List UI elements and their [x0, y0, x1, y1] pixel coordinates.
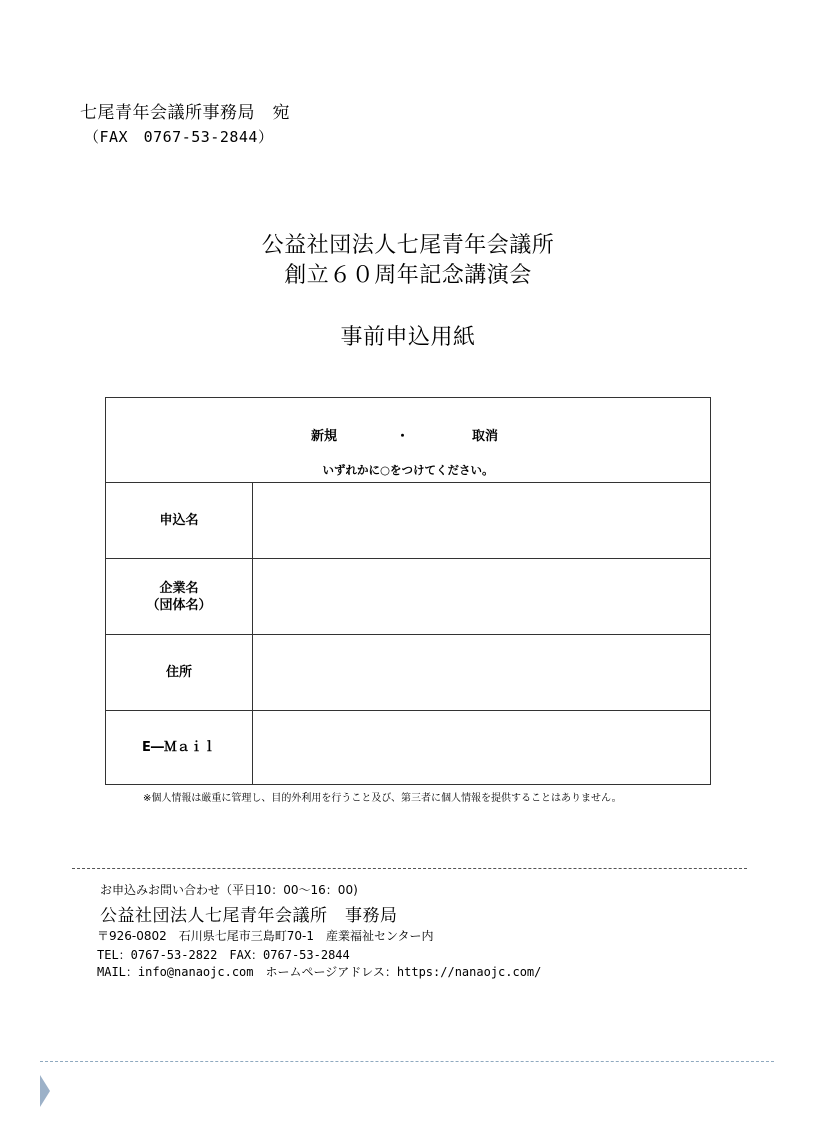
contact-organization: 公益社団法人七尾青年会議所 事務局	[100, 906, 398, 926]
row-label-applicant	[106, 483, 253, 558]
event-title: 創立６０周年記念講演会	[284, 263, 532, 288]
form-choice-header	[106, 398, 710, 483]
form-row-email	[106, 711, 710, 784]
row-label-text: 住所	[165, 665, 192, 680]
form-row-company	[106, 559, 710, 635]
email-field[interactable]	[253, 711, 710, 784]
triangle-bullet-icon	[40, 1075, 50, 1107]
choice-cancel[interactable]: 取消	[472, 429, 499, 444]
row-label-email	[106, 711, 253, 784]
form-title: 事前申込用紙	[340, 325, 476, 350]
address-field[interactable]	[253, 635, 710, 710]
page-footer-divider	[40, 1061, 774, 1062]
contact-email-website: MAIL：info@nanaojc.com ホームページアドレス：https://nanaojc.com/	[97, 965, 542, 979]
organization-title: 公益社団法人七尾青年会議所	[261, 233, 555, 258]
addressee: 七尾青年会議所事務局 宛	[80, 103, 290, 123]
row-label-text: 申込名	[159, 513, 199, 528]
form-row-address	[106, 635, 710, 711]
row-label-subtext: （団体名）	[146, 597, 212, 613]
contact-phone-fax: TEL：0767-53-2822 FAX：0767-53-2844	[97, 948, 350, 962]
contact-address: 〒926-0802 石川県七尾市三島町70-1 産業福祉センター内	[97, 929, 434, 943]
row-label-text: 企業名	[159, 580, 199, 596]
row-label-address	[106, 635, 253, 710]
form-row-applicant	[106, 483, 710, 559]
company-name-field[interactable]	[253, 559, 710, 634]
choice-instruction: いずれかに○をつけてください。	[322, 463, 494, 477]
applicant-name-field[interactable]	[253, 483, 710, 558]
section-divider	[72, 868, 747, 869]
privacy-note: ※個人情報は厳重に管理し、目的外利用を行うこと及び、第三者に個人情報を提供することはありません。	[143, 793, 622, 804]
choice-separator: ・	[396, 429, 410, 444]
fax-number: （FAX 0767-53-2844）	[84, 128, 274, 146]
row-label-company	[106, 559, 253, 634]
row-label-text: E―Ｍａｉｌ	[142, 740, 216, 755]
contact-heading: お申込みお問い合わせ（平日10：00～16：00)	[100, 883, 358, 897]
application-form-table	[105, 397, 711, 785]
choice-new[interactable]: 新規	[311, 429, 338, 444]
